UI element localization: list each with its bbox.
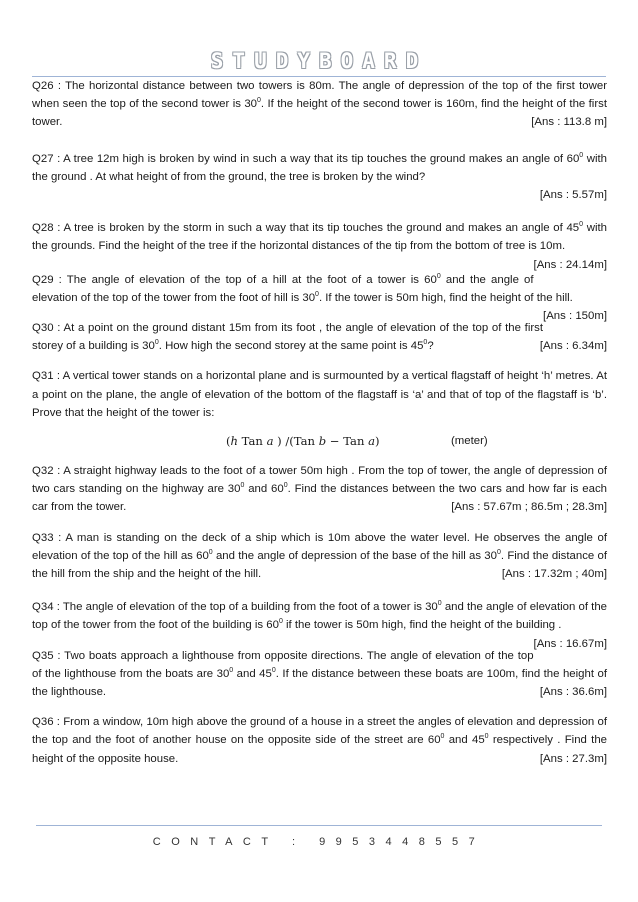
answer: [Ans : 17.32m ; 40m]: [501, 568, 607, 581]
degree-superscript: 0: [154, 339, 159, 347]
question-q36: [32, 713, 607, 768]
answer: [Ans : 113.8 m]: [531, 116, 607, 129]
text-run: . If the height of the second tower is 160m, find the height of the first tower.: [32, 98, 607, 129]
text-run: Q33 : A man is standing on the deck of a ship which is 10m above the water level. He observes the angle of elevation of the top of the hill as 60: [32, 531, 607, 562]
answer: [Ans : 36.6m]: [539, 686, 607, 699]
degree-superscript: 0: [496, 549, 501, 557]
text-run: Q34 : The angle of elevation of the top of a building from the foot of a tower is 30: [32, 601, 438, 614]
answer: [Ans : 16.67m]: [533, 637, 607, 650]
text-run: and the angle of elevation of the top of the tower from the foot of hill is 30: [32, 273, 534, 304]
question-q26: [32, 77, 607, 132]
text-run: Q36 : From a window, 10m high above the ground of a house in a street the angles of elevation and depression of the top and the foot of another house on the opposite side of the street are 60: [32, 716, 607, 747]
text-run: Q32 : A straight highway leads to the foot of a tower 50m high . From the top of tower, the angle of depression of two cars standing on the highway are 30: [32, 465, 607, 496]
question-q31: [32, 367, 607, 450]
text-run: with the ground . At what height of from the ground, the tree is broken by the wind?: [32, 152, 608, 183]
text-run: with the grounds. Find the height of the tree if the horizontal distances of the tip from the bottom of tree is 10m.: [32, 222, 607, 253]
answer: [Ans : 57.67m ; 86.5m ; 28.3m]: [451, 501, 607, 514]
question-text: [32, 319, 607, 355]
answer: [Ans : 24.14m]: [533, 258, 607, 271]
question-text: [32, 462, 607, 517]
text-run: Q29 : The angle of elevation of the top of a hill at the foot of a tower is 60: [32, 273, 437, 286]
answer: [Ans : 27.3m]: [539, 752, 607, 765]
text-run: and 60: [244, 483, 284, 496]
question-q33: [32, 529, 607, 584]
text-run: . How high the second storey at the same point is 45: [158, 340, 424, 353]
degree-superscript: 0: [208, 549, 213, 557]
question-q28: [32, 219, 607, 271]
text-run: . Find the distances between the two cars and how far is each car from the tower.: [32, 483, 607, 514]
text-run: . Find the distance of the hill from the ship and the height of the hill.: [32, 549, 608, 581]
question-text: [32, 367, 607, 422]
text-run: . If the distance between these boats are 100m, find the height of the lighthouse.: [32, 667, 607, 699]
question-q27: [32, 150, 607, 205]
footer-divider: [36, 825, 602, 826]
degree-superscript: 0: [437, 600, 442, 608]
text-run: Q26 : The horizontal distance between two towers is 80m. The angle of depression of the top of the first tower when seen the top of the second tower is 30: [32, 80, 607, 111]
degree-superscript: 0: [278, 618, 283, 626]
degree-superscript: 0: [229, 667, 234, 675]
degree-superscript: 0: [283, 482, 288, 490]
text-run: and the angle of elevation of the top of the tower from the foot of the building is 60: [32, 601, 607, 632]
text-run: Q35 : Two boats approach a lighthouse from opposite directions. The angle of elevation of the top of the lighthouse from the boats are 30: [32, 649, 534, 680]
question-text: [32, 271, 607, 323]
text-run: Q30 : At a point on the ground distant 15m from its foot , the angle of elevation of the top of the first storey of a building is 30: [32, 322, 544, 353]
degree-superscript: 0: [315, 291, 319, 299]
answer: [Ans : 150m]: [543, 310, 607, 323]
degree-superscript: 0: [271, 667, 276, 675]
question-text: [32, 219, 607, 271]
degree-superscript: 0: [436, 272, 441, 280]
question-text: [32, 647, 607, 702]
logo: STUDYBOARD: [210, 49, 428, 73]
question-q29: [32, 271, 607, 323]
question-text: [32, 713, 607, 768]
degree-superscript: 0: [423, 339, 428, 347]
formula-expression: (ℎ Tan 𝑎 ) /(Tan 𝑏 − Tan 𝑎): [226, 434, 380, 449]
question-q34: [32, 598, 607, 650]
text-run: Q28 : A tree is broken by the storm in such a way that its tip touches the ground and makes an angle of 45: [32, 222, 580, 235]
question-q35: [32, 647, 607, 702]
degree-superscript: 0: [440, 733, 445, 741]
formula: [32, 432, 607, 450]
degree-superscript: 0: [579, 151, 584, 159]
text-run: respectively . Find the height of the opposite house.: [32, 734, 607, 765]
question-list: [32, 77, 607, 768]
formula-unit: (meter): [451, 435, 488, 448]
text-run: Q31 : A vertical tower stands on a horizontal plane and is surmounted by a vertical flagstaff of height ‘h’ metres. At a point on the plane, the angle of elevation of the bottom of the flagstaff is ‘a’ and that of top of the flagstaff is ‘b’. Prove that the height of the tower is:: [32, 370, 607, 419]
question-text: [32, 529, 607, 584]
degree-superscript: 0: [257, 97, 261, 105]
text-run: . If the tower is 50m high, find the height of the hill.: [318, 291, 573, 304]
text-run: and 45: [233, 667, 272, 680]
text-run: Q27 : A tree 12m high is broken by wind in such a way that its tip touches the ground makes an angle of 60: [32, 152, 580, 165]
answer: [Ans : 5.57m]: [539, 189, 607, 202]
degree-superscript: 0: [579, 221, 584, 229]
text-run: and the angle of depression of the base of the hill as 30: [212, 549, 497, 562]
degree-superscript: 0: [484, 733, 489, 741]
question-q32: [32, 462, 607, 517]
question-text: [32, 598, 607, 650]
degree-superscript: 0: [240, 482, 245, 490]
contact-line: CONTACT : 9953448557: [152, 836, 486, 848]
text-run: if the tower is 50m high, find the height of the building .: [282, 619, 562, 632]
question-q30: [32, 319, 607, 355]
answer: [Ans : 6.34m]: [539, 340, 607, 353]
question-text: [32, 150, 607, 186]
text-run: ?: [427, 340, 434, 353]
text-run: and 45: [444, 734, 485, 747]
question-text: [32, 77, 607, 132]
